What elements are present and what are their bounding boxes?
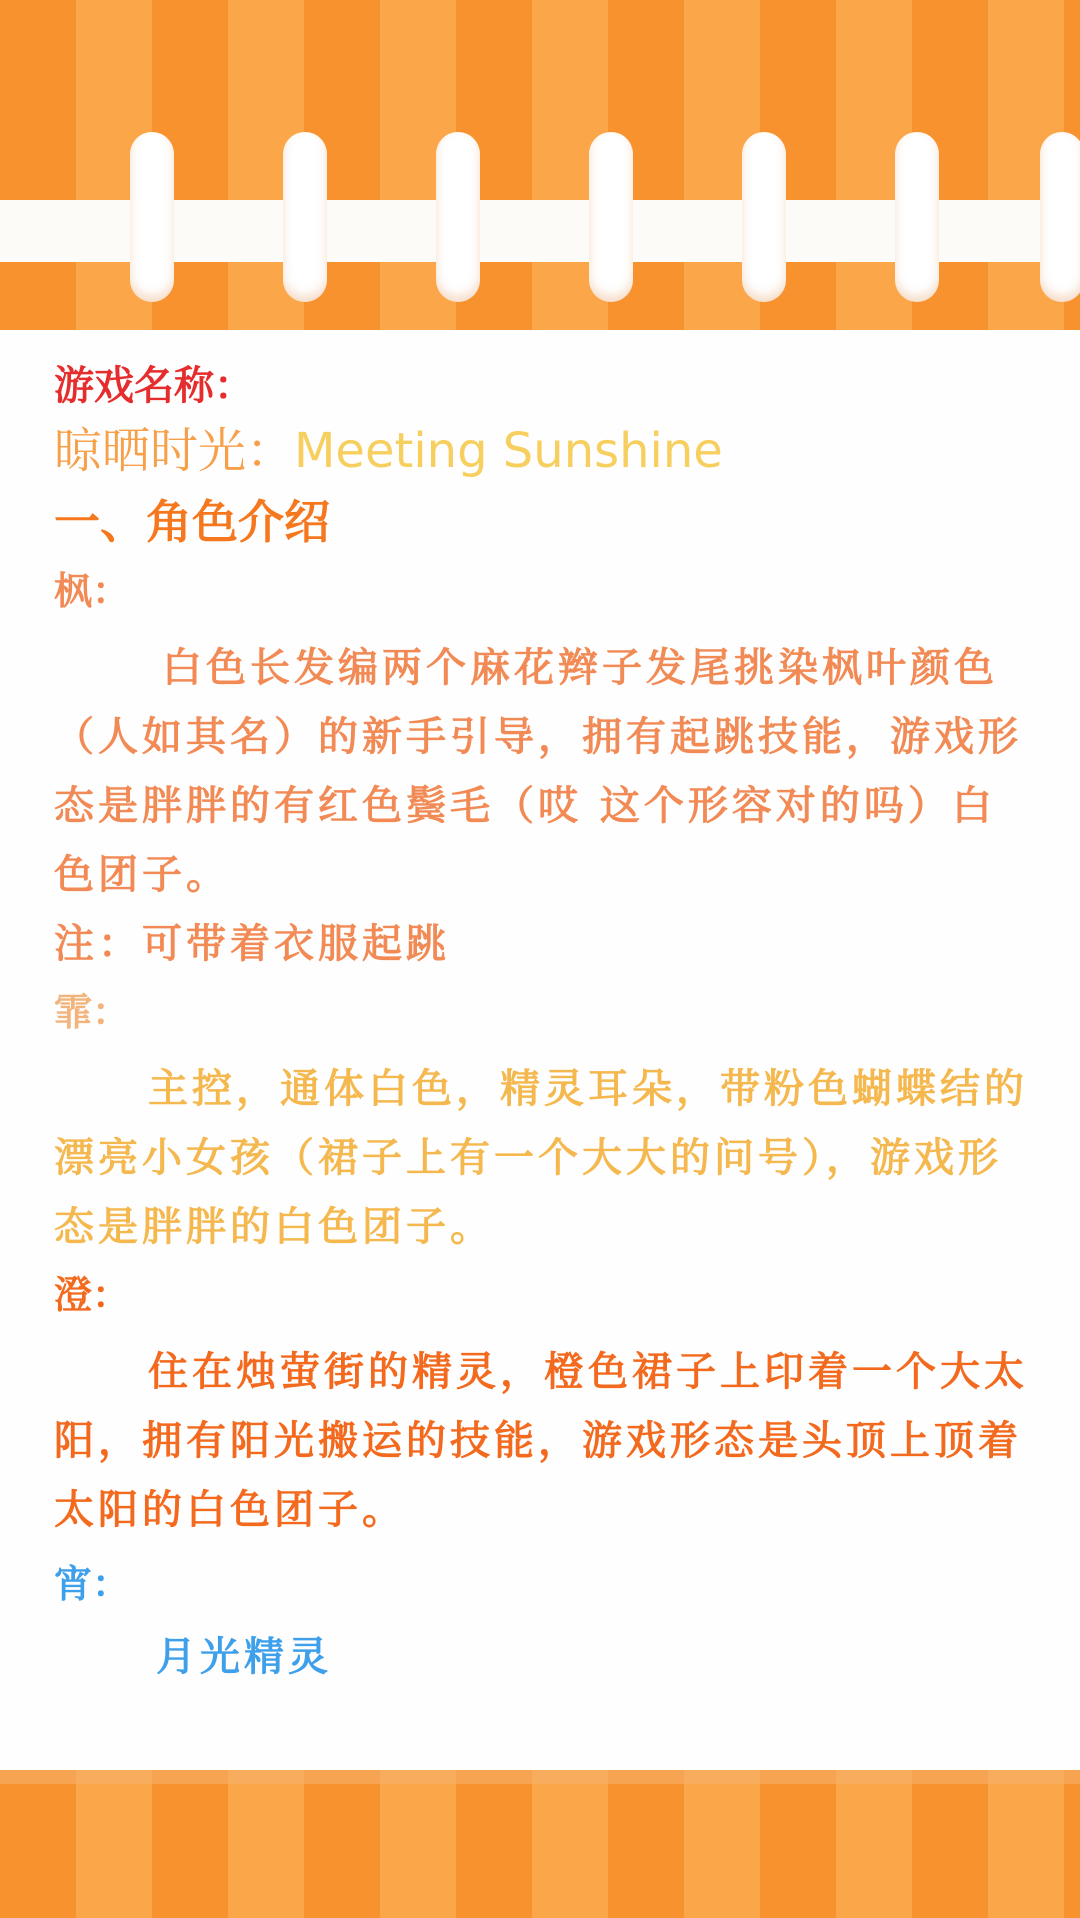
binder-ring [589,132,633,302]
game-name-label: 游戏名称： [54,363,254,409]
character-desc-fei-text: 主控，通体白色，精灵耳朵，带粉色蝴蝶结的漂亮小女孩（裙子上有一个大大的问号），游戏形态是胖胖的白色团子。 [54,1066,1028,1250]
character-desc-cheng [54,1338,1034,1545]
character-desc-xiao [54,1623,1034,1692]
binder-ring [895,132,939,302]
character-name-feng: 枫： [54,569,131,613]
binder-ring [742,132,786,302]
footer-stripe-band [0,1770,1080,1918]
game-title [54,416,1034,486]
character-desc-feng-text: 白色长发编两个麻花辫子发尾挑染枫叶颜色（人如其名）的新手引导，拥有起跳技能，游戏形态是胖胖的有红色鬓毛（哎 这个形容对的吗）白色团子。 [54,645,1022,898]
character-name-cheng: 澄： [54,1273,131,1317]
character-desc-cheng-text: 住在烛萤街的精灵，橙色裙子上印着一个大太阳，拥有阳光搬运的技能，游戏形态是头顶上顶着太阳的白色团子。 [54,1349,1028,1533]
character-note-feng: 注：可带着衣服起跳 [54,921,450,967]
binder-ring [436,132,480,302]
binder-ring [130,132,174,302]
binder-ring [283,132,327,302]
binder-ring [1040,132,1080,302]
character-desc-xiao-text: 月光精灵 [156,1634,332,1680]
document-body [54,356,1034,1692]
character-desc-fei [54,1055,1034,1262]
game-title-cn: 晾晒时光： [54,423,295,479]
game-title-en: Meeting Sunshine [294,423,723,479]
character-name-fei: 霏： [54,990,131,1034]
section-heading: 一、角色介绍 [54,495,330,549]
character-desc-feng [54,634,1034,910]
character-name-xiao: 宵： [54,1562,131,1606]
